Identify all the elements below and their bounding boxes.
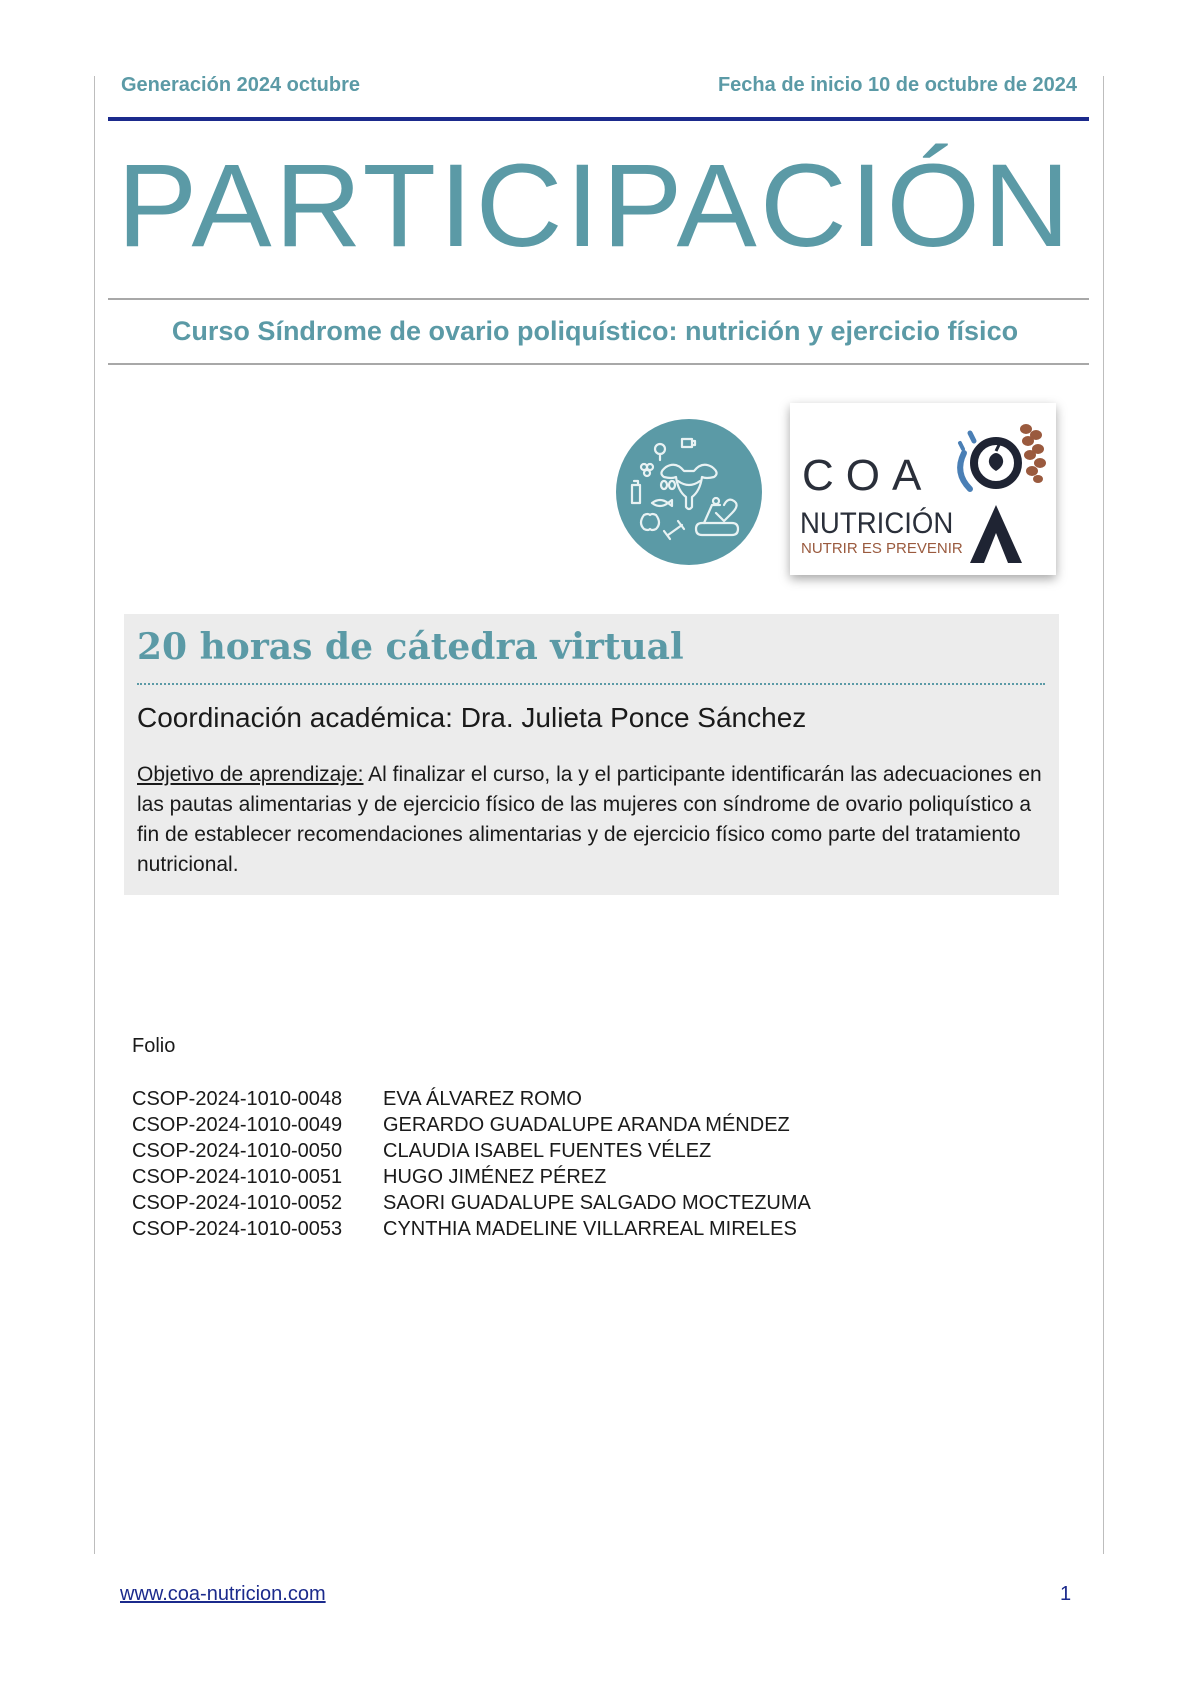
- participant-folio: CSOP-2024-1010-0050: [132, 1140, 343, 1162]
- hours-heading: 20 horas de cátedra virtual: [137, 626, 684, 668]
- pcos-logo-icon: [616, 419, 762, 565]
- participant-row: [132, 1190, 811, 1216]
- participant-folio: CSOP-2024-1010-0048: [132, 1088, 343, 1110]
- start-date-label: Fecha de inicio 10 de octubre de 2024: [717, 74, 1077, 96]
- coa-logo-tagline: NUTRIR ES PREVENIR: [801, 540, 963, 557]
- participant-row: [132, 1138, 811, 1164]
- folio-heading: Folio: [132, 1035, 176, 1057]
- participant-name: CLAUDIA ISABEL FUENTES VÉLEZ: [383, 1140, 712, 1162]
- participant-folio: CSOP-2024-1010-0051: [132, 1166, 343, 1188]
- website-link[interactable]: www.coa-nutricion.com: [120, 1583, 326, 1605]
- participant-name: EVA ÁLVAREZ ROMO: [383, 1088, 582, 1110]
- right-margin-line: [1103, 76, 1104, 1554]
- participant-name: HUGO JIMÉNEZ PÉREZ: [383, 1166, 607, 1188]
- page-number: 1: [1060, 1583, 1072, 1605]
- coa-logo-word: COA: [802, 451, 934, 500]
- header-divider: [108, 117, 1089, 121]
- participant-folio: CSOP-2024-1010-0049: [132, 1114, 343, 1136]
- title-divider: [108, 298, 1089, 300]
- participants-list: [132, 1086, 811, 1242]
- participant-row: [132, 1164, 811, 1190]
- dotted-divider: [137, 683, 1045, 685]
- page-title: PARTICIPACIÓN: [116, 140, 1073, 272]
- participant-name: GERARDO GUADALUPE ARANDA MÉNDEZ: [383, 1114, 790, 1136]
- objective-label: Objetivo de aprendizaje:: [137, 763, 364, 786]
- course-info-box: [124, 614, 1059, 895]
- objective-paragraph: [137, 760, 1047, 880]
- participant-row: [132, 1086, 811, 1112]
- coa-nutricion-logo: [790, 403, 1056, 575]
- participant-row: [132, 1216, 811, 1242]
- objective-text: Al finalizar el curso, la y el participante identificarán las adecuaciones en las pautas alimentarias y de ejercicio físico de las mujeres con síndrome de ovario poliquístico a fin de establecer recomendaciones alimentarias y de ejercicio físico como parte del tratamiento nutricional.: [137, 763, 1042, 876]
- participant-name: SAORI GUADALUPE SALGADO MOCTEZUMA: [383, 1192, 811, 1214]
- participant-name: CYNTHIA MADELINE VILLARREAL MIRELES: [383, 1218, 797, 1240]
- coa-figure-icon: [940, 409, 1052, 569]
- coa-logo-sub: NUTRICIÓN: [800, 507, 954, 540]
- participant-folio: CSOP-2024-1010-0052: [132, 1192, 343, 1214]
- participant-row: [132, 1112, 811, 1138]
- course-title: Curso Síndrome de ovario poliquístico: nutrición y ejercicio físico: [171, 316, 1019, 346]
- coordination-text: Coordinación académica: Dra. Julieta Ponce Sánchez: [137, 702, 807, 733]
- generation-label: Generación 2024 octubre: [121, 74, 360, 96]
- left-margin-line: [94, 76, 95, 1554]
- course-divider: [108, 363, 1089, 365]
- participant-folio: CSOP-2024-1010-0053: [132, 1218, 343, 1240]
